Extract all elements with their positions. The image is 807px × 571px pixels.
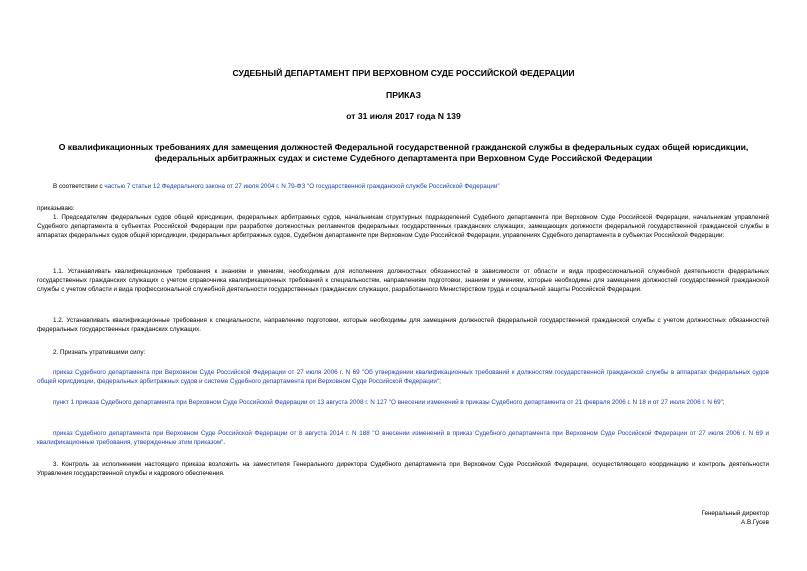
preamble (37, 183, 769, 192)
date-number: от 31 июля 2017 года N 139 (346, 111, 461, 121)
document-subject: О квалификационных требованиях для замещения должностей Федеральной государственной гражданской службы в федеральных судах общей юрисдикции, федеральных арбитражных судах и системе Судебного департамента при Верховном Суде Российской Федерации (58, 142, 749, 163)
item-1: 1. Председателям федеральных судов общей юрисдикции, федеральных арбитражных судов, начальникам структурных подразделений Судебного департамента при Верховном Суде Российской Федерации, начальникам управлений Судебного департамента в субъектах Российской Федерации при разработке должностных регламентов федеральных государственных гражданских служащих, замещающих должности федеральной государственной гражданской службы в аппаратах федеральных судов общей юрисдикции, федеральных арбитражных судов, Судебном департаменте при Верховном Суде Российской Федерации, управлениях Судебного департамента в субъектах Российской Федерации: (37, 214, 769, 239)
preamble-prefix: В соответствии с (53, 183, 105, 190)
item-3: 3. Контроль за исполнением настоящего приказа возложить на заместителя Генерального директора Судебного департамента при Верховном Суде Российской Федерации, осуществляющего координацию и контроль деятельности Управления государственной службы и кадрового обеспечения. (37, 461, 769, 477)
signatory-name: А.В.Гусев (741, 518, 769, 526)
federal-law-link[interactable]: частью 7 статьи 12 Федерального закона от 27 июля 2004 г. N 79-ФЗ "О государственной гражданской службе Российской Федерации" (104, 183, 500, 190)
org-heading: СУДЕБНЫЙ ДЕПАРТАМЕНТ ПРИ ВЕРХОВНОМ СУДЕ РОССИЙСКОЙ ФЕДЕРАЦИИ (232, 68, 575, 78)
doc-type-heading: ПРИКАЗ (386, 90, 421, 100)
signature-block (569, 510, 769, 527)
repeal-order-3: приказ Судебного департамента при Верховном Суде Российской Федерации от 8 августа 2014 г. N 188 "О внесении изменений в приказ Судебного департамента при Верховном Суде Российской Федерации от 27 июля 2006 г. N 69 и квалификационные требования, утвержденные этим приказом". (37, 430, 769, 446)
repeal-order-2: пункт 1 приказа Судебного департамента при Верховном Суде Российской Федерации от 13 августа 2008 г. N 127 "О внесении изменений в приказы Судебного департамента от 21 февраля 2006 г. N 18 и от 27 июля 2006 г. N 69"; (53, 399, 725, 406)
repeal-order-2-link[interactable]: пункт 1 приказа Судебного департамента при Верховном Суде Российской Федерации от 13 августа 2008 г. N 127 "О внесении изменений в приказы Судебного департамента от 21 февраля 2006 г. N 18 и от 27 июля 2006 г. N 69" (53, 399, 723, 406)
repeal-order-1: приказ Судебного департамента при Верховном Суде Российской Федерации от 27 июля 2006 г. N 69 "Об утверждении квалификационных требований к должностям государственной гражданской службы в аппаратах федеральных судов общей юрисдикции, федеральных арбитражных судов и системе Судебного департамента при Верховном Суде Российской Федерации"; (37, 369, 769, 385)
repeal-order-1-link[interactable]: приказ Судебного департамента при Верховном Суде Российской Федерации от 27 июля 2006 г. N 69 "Об утверждении квалификационных требований к должностям государственной гражданской службы в аппаратах федеральных судов общей юрисдикции, федеральных арбитражных судов и системе Судебного департамента при Верховном Суде Российской Федерации" (37, 369, 769, 385)
order-word: приказываю: (37, 205, 75, 212)
item-1-2: 1.2. Устанавливать квалификационные требования к специальности, направлению подготовки, которые необходимы для замещения должностей федеральной государственной гражданской службы с учетом должностных обязанностей федеральных государственных гражданских служащих. (37, 317, 769, 333)
signatory-position: Генеральный директор (701, 510, 769, 517)
item-1-1: 1.1. Устанавливать квалификационные требования к знаниям и умениям, необходимым для исполнения должностных обязанностей в зависимости от области и вида профессиональной служебной деятельности федеральных государственных гражданских служащих с учетом справочника квалификационных требований к специальностям, направлениям подготовки, знаниям и умениям, которые необходимы для замещения должностей государственной гражданской службы с учетом области и вида профессиональной служебной деятельности государственных гражданских служащих, разработанного Министерством труда и социальной защиты Российской Федерации. (37, 268, 769, 293)
repeal-order-3-link[interactable]: приказ Судебного департамента при Верховном Суде Российской Федерации от 8 августа 2014 г. N 188 "О внесении изменений в приказ Судебного департамента при Верховном Суде Российской Федерации от 27 июля 2006 г. N 69 и квалификационные требования, утвержденные этим приказом" (37, 430, 769, 446)
item-2: 2. Признать утратившими силу: (53, 349, 146, 356)
